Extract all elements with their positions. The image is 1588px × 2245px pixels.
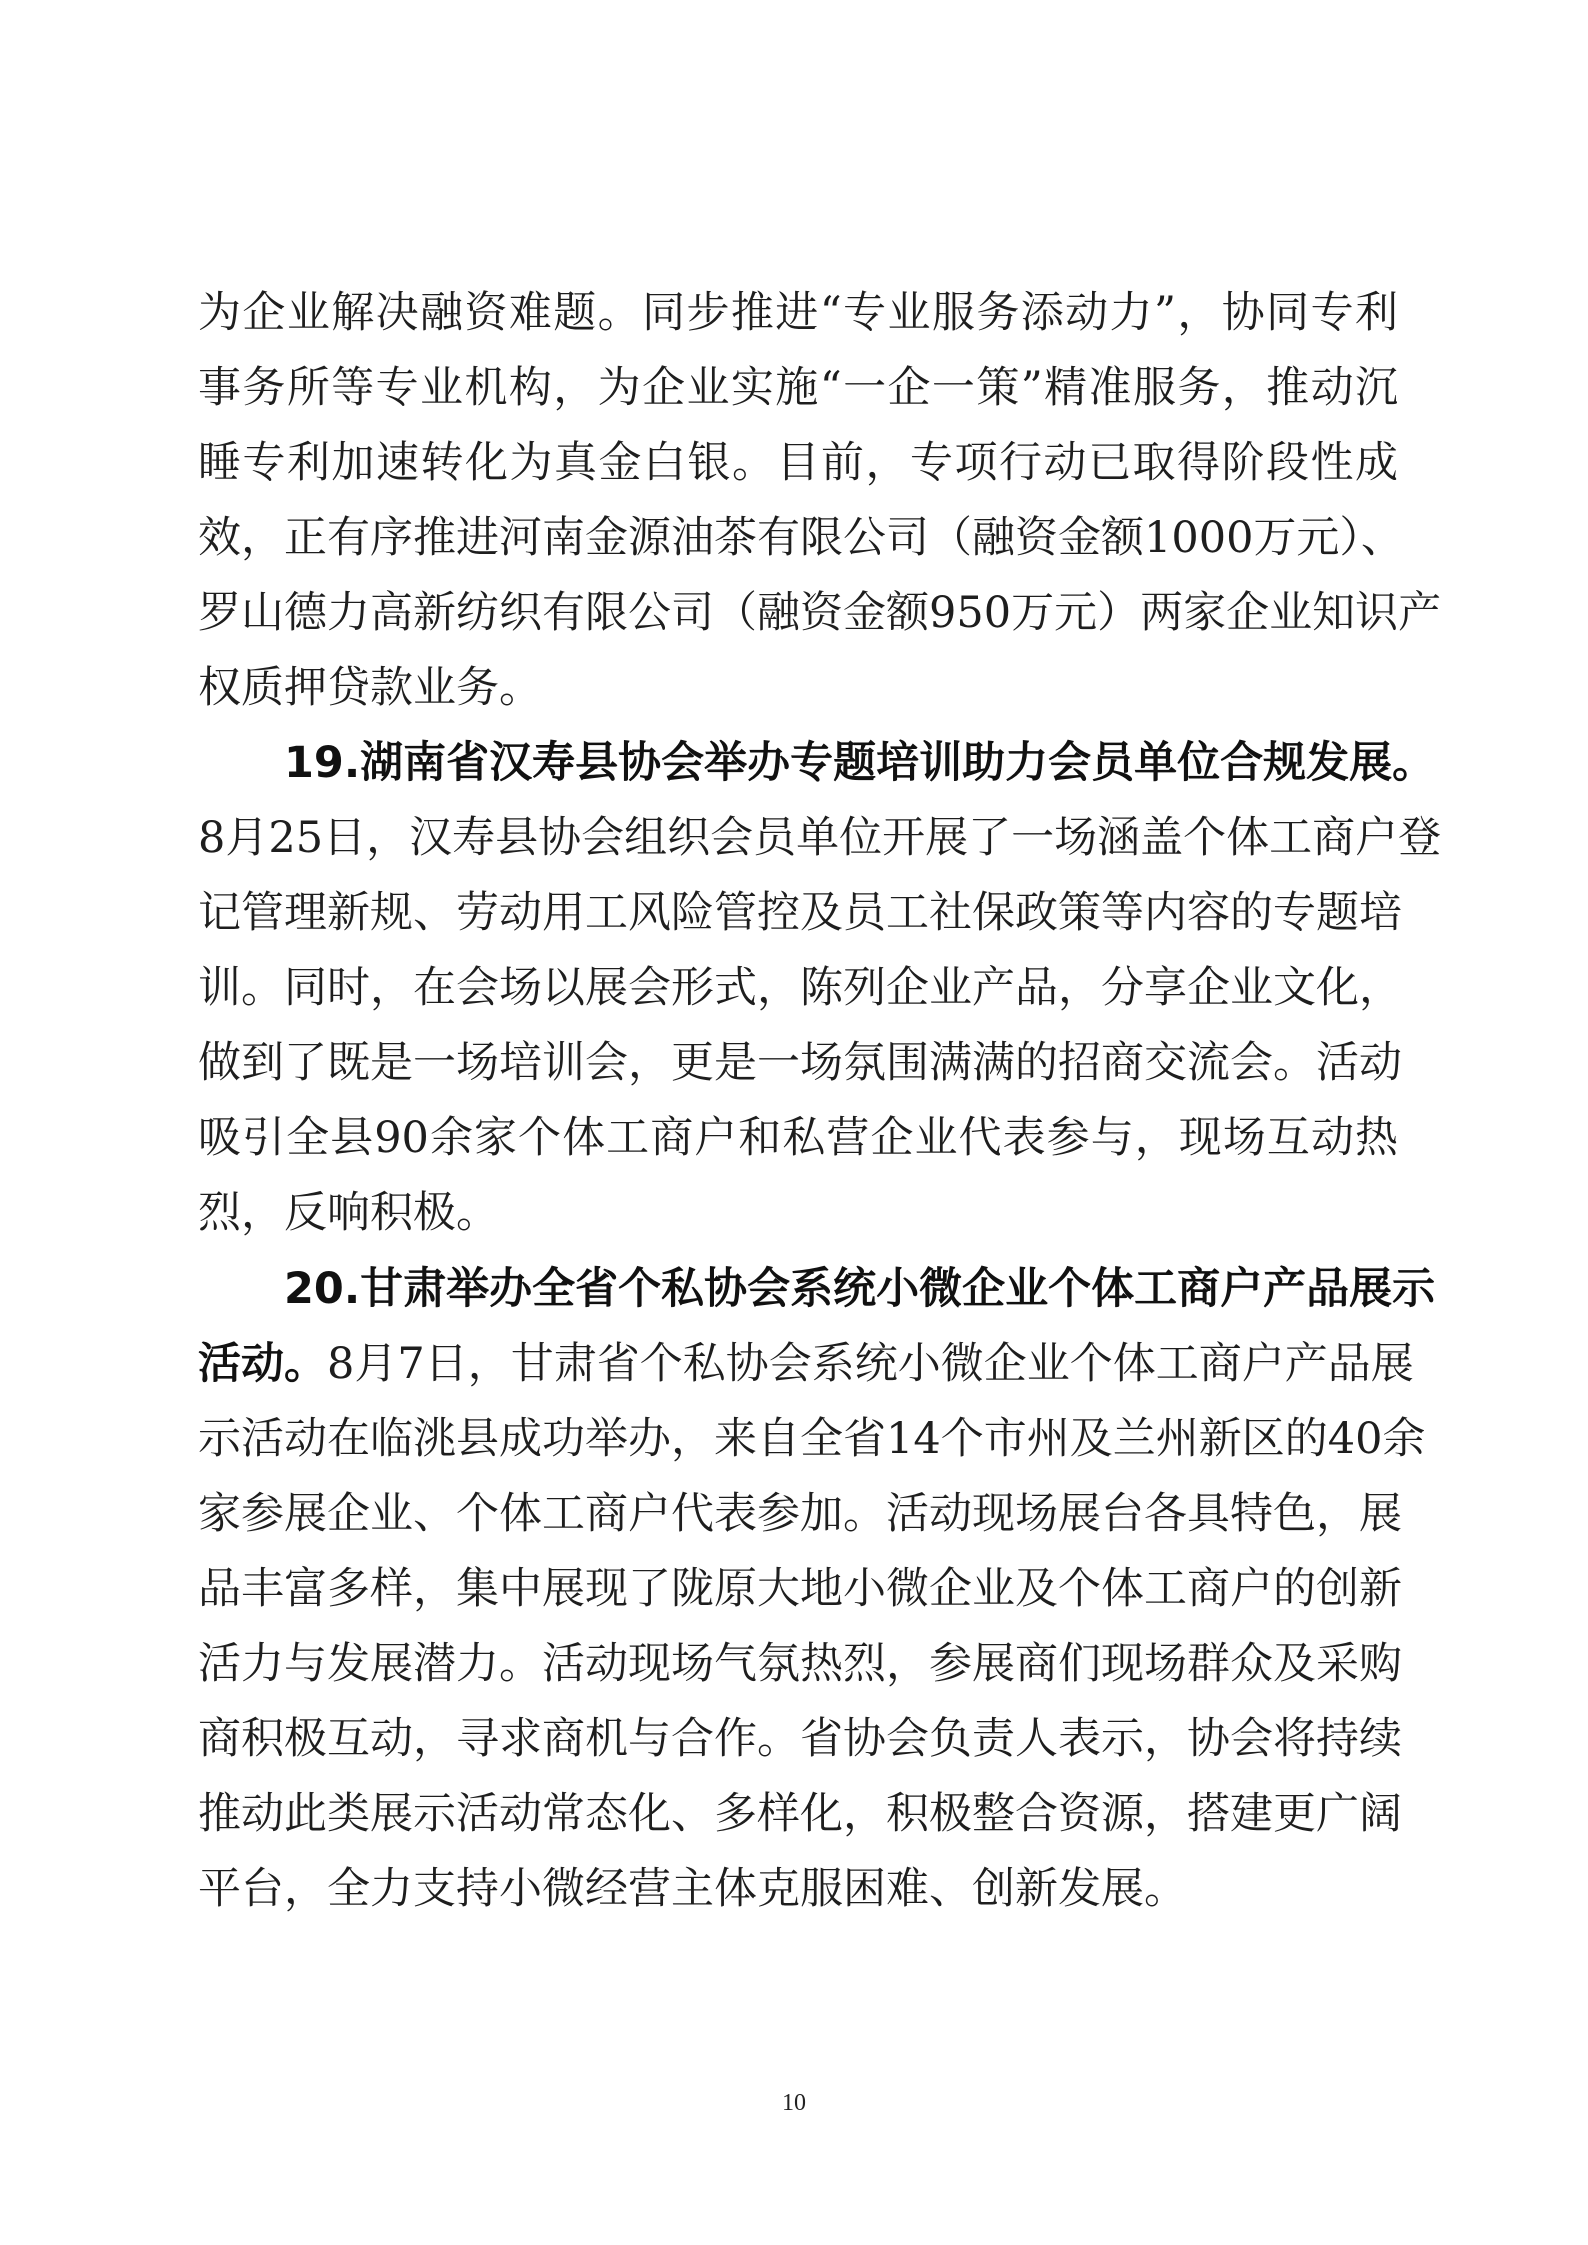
section-heading-20-end: 活动。 [198, 1339, 327, 1389]
text-line: 吸引全县90余家个体工商户和私营企业代表参与，现场互动热 [198, 1113, 1398, 1163]
text-line: 做到了既是一场培训会，更是一场氛围满满的招商交流会。活动 [198, 1038, 1402, 1088]
text-line: 8月25日，汉寿县协会组织会员单位开展了一场涵盖个体工商户登 [198, 813, 1442, 863]
text-line: 烈，反响积极。 [198, 1188, 499, 1238]
text-line: 为企业解决融资难题。同步推进“专业服务添动力”，协同专利 [198, 288, 1398, 338]
text-line: 品丰富多样，集中展现了陇原大地小微企业及个体工商户的创新 [198, 1564, 1402, 1614]
text-line: 平台，全力支持小微经营主体克服困难、创新发展。 [198, 1864, 1187, 1914]
text-line-rest: 8月7日，甘肃省个私协会系统小微企业个体工商户产品展 [327, 1339, 1414, 1389]
text-line: 训。同时，在会场以展会形式，陈列企业产品，分享企业文化， [198, 963, 1402, 1013]
section-heading-19: 19.湖南省汉寿县协会举办专题培训助力会员单位合规发展。 [284, 738, 1436, 788]
text-line: 事务所等专业机构，为企业实施“一企一策”精准服务，推动沉 [198, 363, 1398, 413]
page-number: 10 [782, 2090, 806, 2116]
text-line: 记管理新规、劳动用工风险管控及员工社保政策等内容的专题培 [198, 888, 1402, 938]
text-line: 家参展企业、个体工商户代表参加。活动现场展台各具特色，展 [198, 1489, 1402, 1539]
text-line: 商积极互动，寻求商机与合作。省协会负责人表示，协会将持续 [198, 1714, 1402, 1764]
text-line: 权质押贷款业务。 [198, 663, 542, 713]
text-line: 活力与发展潜力。活动现场气氛热烈，参展商们现场群众及采购 [198, 1639, 1402, 1689]
text-line: 效，正有序推进河南金源油茶有限公司（融资金额1000万元）、 [198, 513, 1404, 563]
section-heading-20: 20.甘肃举办全省个私协会系统小微企业个体工商户产品展示 [284, 1264, 1436, 1314]
text-line: 睡专利加速转化为真金白银。目前，专项行动已取得阶段性成 [198, 438, 1398, 488]
text-line: 罗山德力高新纺织有限公司（融资金额950万元）两家企业知识产 [198, 588, 1442, 638]
text-line: 推动此类展示活动常态化、多样化，积极整合资源，搭建更广阔 [198, 1789, 1402, 1839]
text-line [198, 1327, 1414, 1401]
text-line: 示活动在临洮县成功举办，来自全省14个市州及兰州新区的40余 [198, 1414, 1426, 1464]
